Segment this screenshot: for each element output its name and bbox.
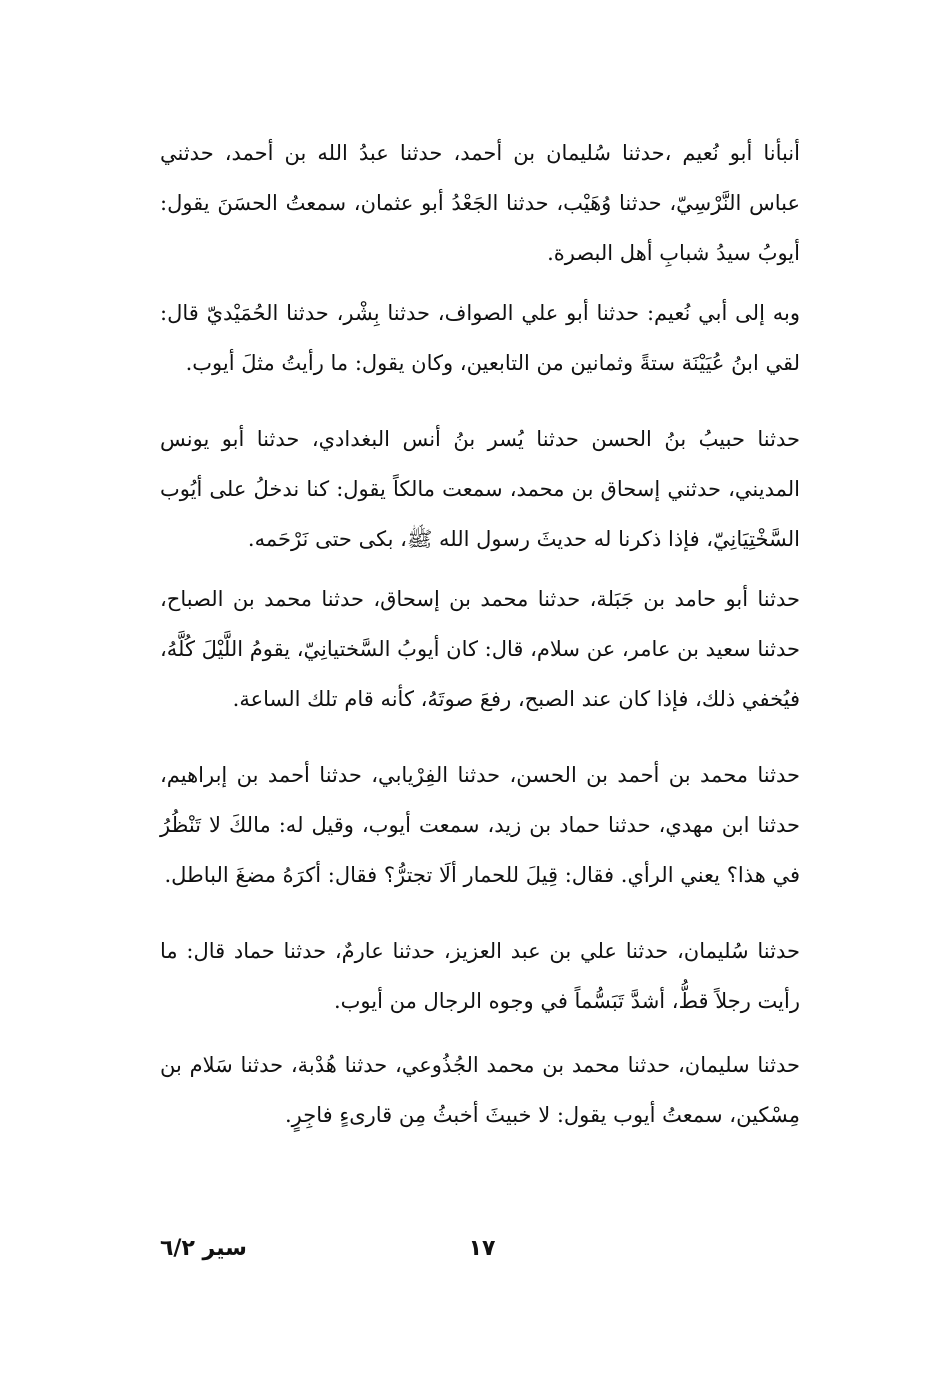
paragraph-3: حدثنا حبيبُ بنُ الحسن حدثنا يُسر بنُ أنس البغدادي، حدثنا أبو يونس المديني، حدثني إسحاق بن محمد، سمعت مالكاً يقول: كنا ندخلُ على أيُوب السَّخْتِيَانِيّ، فإذا ذكرنا له حديثَ رسول الله ﷺ، بكى حتى نَرْحَمه. — [160, 427, 800, 551]
signature-mark: سير ٦/٢ — [160, 1236, 247, 1261]
paragraph-gap — [160, 564, 800, 574]
paragraph-4: حدثنا أبو حامد بن جَبَلة، حدثنا محمد بن إسحاق، حدثنا محمد بن الصباح، حدثنا سعيد بن عامر، عن سلام، قال: كان أيوبُ السَّختيانِيّ، يقومُ اللَّيْلَ كُلَّهُ، فيُخفي ذلك، فإذا كان عند الصبح، رفعَ صوتَهُ، كأنه قام تلك الساعة. — [160, 587, 800, 711]
paragraph-gap — [160, 1026, 800, 1040]
page-body — [160, 128, 800, 1140]
paragraph-gap — [160, 900, 800, 926]
paragraph-2: وبه إلى أبي نُعيم: حدثنا أبو علي الصواف، حدثنا بِشْر، حدثنا الحُمَيْديّ قال: لقي ابنُ عُيَيْنَة ستةً وثمانين من التابعين، وكان يقول: ما رأيتُ مثلَ أيوب. — [160, 301, 800, 375]
paragraph-6: حدثنا سُليمان، حدثنا علي بن عبد العزيز، حدثنا عارمٌ، حدثنا حماد قال: ما رأيت رجلاً قطُّ، أشدَّ تَبَسُّماً في وجوه الرجال من أيوب. — [160, 939, 800, 1013]
page-number: ١٧ — [468, 1236, 496, 1261]
paragraph-1: أنبأنا أبو نُعيم ،حدثنا سُليمان بن أحمد، حدثنا عبدُ الله بن أحمد، حدثني عباس النَّرْسِيّ، حدثنا وُهَيْب، حدثنا الجَعْدُ أبو عثمان، سمعتُ الحسَنَ يقول: أيوبُ سيدُ شبابِ أهل البصرة. — [160, 141, 800, 265]
paragraph-5: حدثنا محمد بن أحمد بن الحسن، حدثنا الفِرْيابي، حدثنا أحمد بن إبراهيم، حدثنا ابن مهدي، حدثنا حماد بن زيد، سمعت أيوب، وقيل له: مالكَ لا تَنْظُرُ في هذا؟ يعني الرأي. فقال: قِيلَ للحمار ألَا تجترُّ؟ فقال: أكرَهُ مضغَ الباطل. — [160, 763, 800, 887]
paragraph-7: حدثنا سليمان، حدثنا محمد بن محمد الجُذُوعي، حدثنا هُدْبة، حدثنا سَلام بن مِسْكين، سمعتُ أيوب يقول: لا خبيثَ أخبثُ مِن قارىءٍ فاجِرٍ. — [160, 1053, 800, 1127]
paragraph-gap — [160, 388, 800, 414]
page-footer — [0, 1236, 944, 1276]
paragraph-gap — [160, 724, 800, 750]
paragraph-gap — [160, 278, 800, 288]
